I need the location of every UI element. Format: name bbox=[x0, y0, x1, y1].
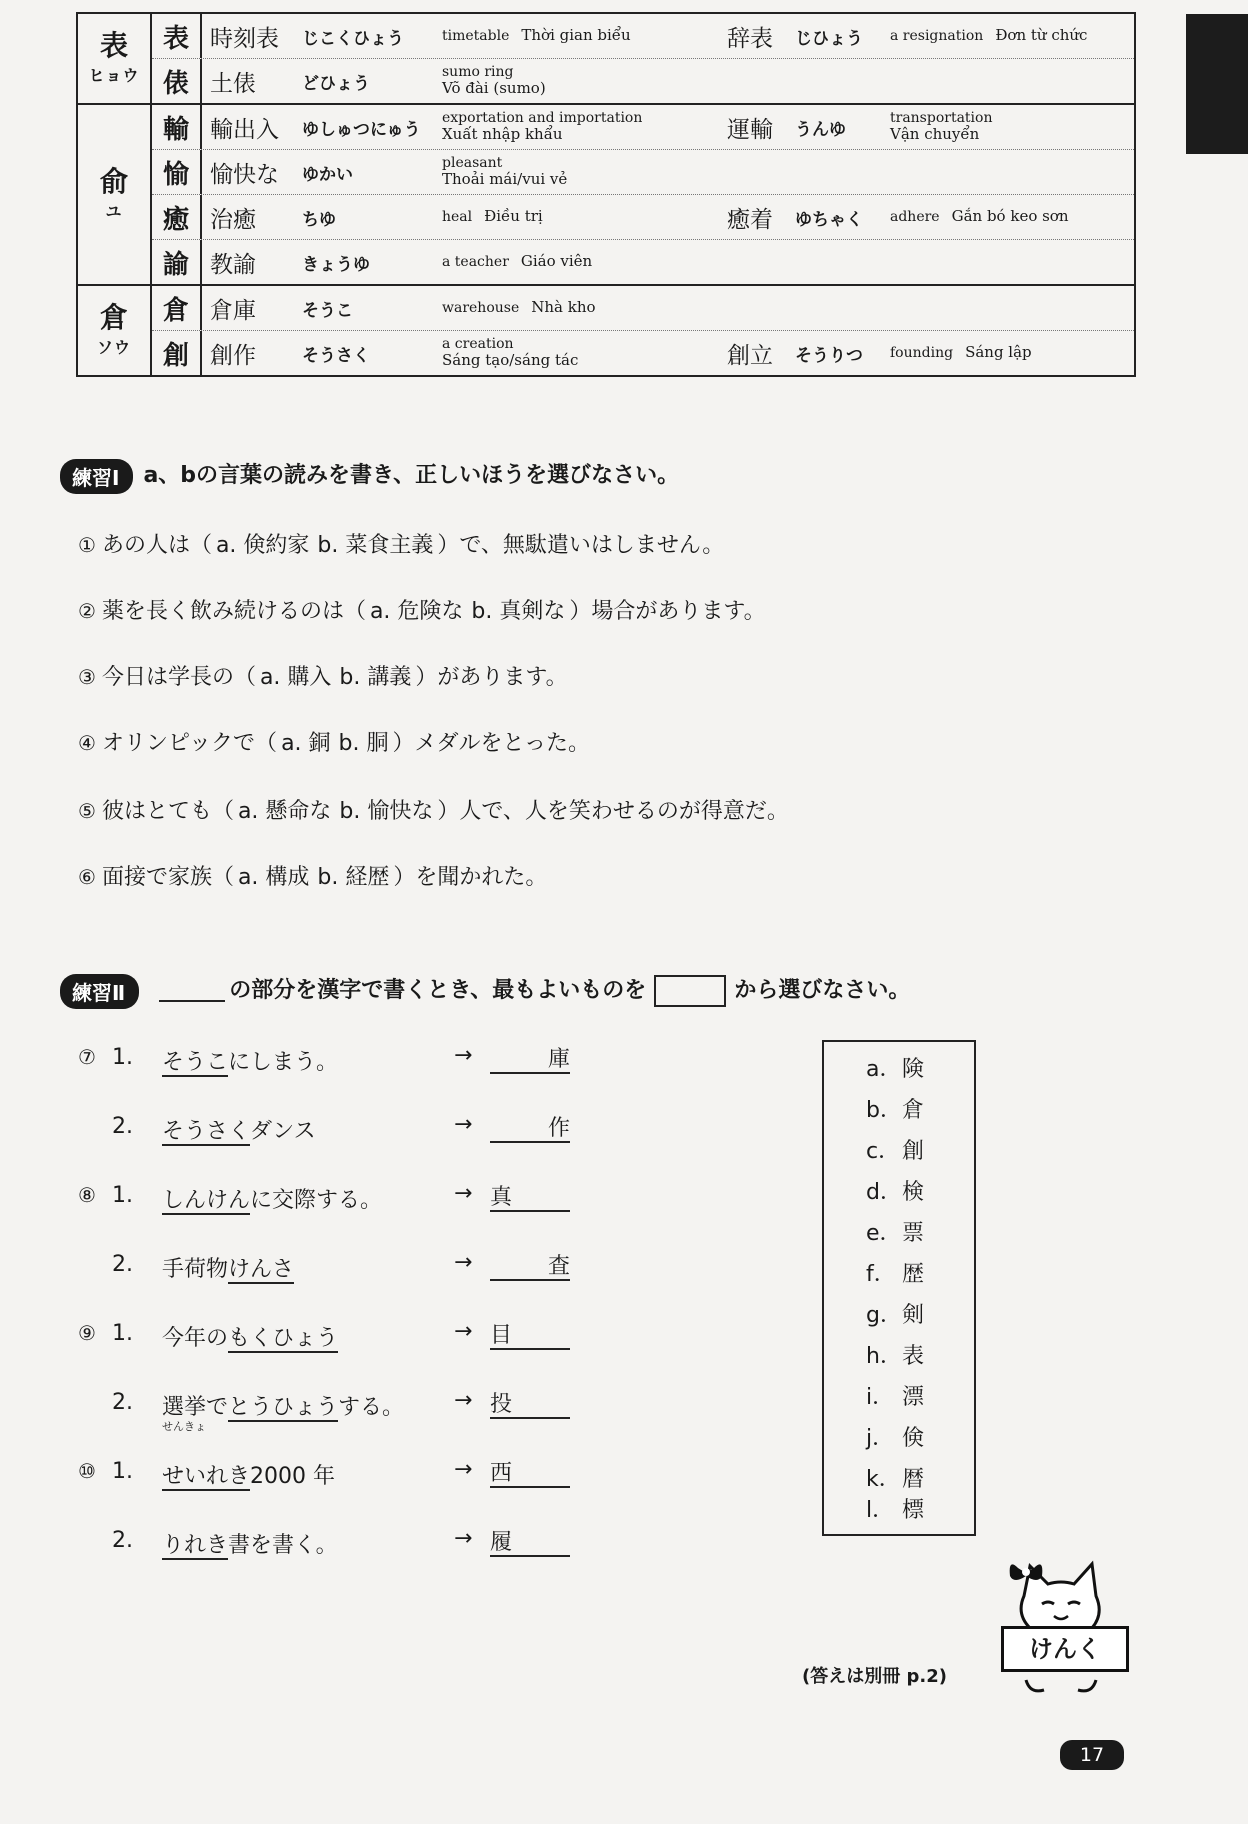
choice-item[interactable] bbox=[866, 1298, 924, 1329]
choice-letter: b． bbox=[866, 1098, 902, 1123]
mascot-sign bbox=[1001, 1626, 1129, 1672]
choice-letter: d． bbox=[866, 1180, 902, 1205]
choice-item[interactable] bbox=[866, 1421, 924, 1452]
english-meaning-2: founding bbox=[890, 345, 954, 362]
english-meaning-2: transportation bbox=[890, 109, 993, 126]
answer-blank[interactable]: 西 bbox=[490, 1456, 570, 1488]
vietnamese-meaning: Thoải mái/vui vẻ bbox=[442, 170, 568, 189]
question-text-end: ）があります。 bbox=[415, 665, 568, 690]
exercise1-question bbox=[78, 860, 547, 891]
choice-item[interactable] bbox=[866, 1462, 924, 1493]
question-text: あの人は（ bbox=[101, 533, 212, 558]
mascot-sign-text: けんく bbox=[1029, 1635, 1101, 1663]
choice-letter: g． bbox=[866, 1303, 902, 1328]
item-phrase bbox=[162, 1528, 338, 1559]
option-a[interactable]: a. 購入 bbox=[259, 665, 332, 690]
underlined-kana: しんけん bbox=[162, 1188, 251, 1213]
phrase-pre: 手荷物 bbox=[162, 1257, 229, 1282]
answer-blank[interactable]: 作 bbox=[490, 1111, 570, 1143]
phrase-rest: する。 bbox=[338, 1395, 405, 1420]
option-a[interactable]: a. 構成 bbox=[237, 865, 310, 890]
chapter-edge-tab bbox=[1186, 14, 1248, 154]
question-text-end: ）で、無駄遣いはしません。 bbox=[437, 533, 725, 558]
group-head bbox=[78, 105, 152, 284]
english-meaning: a teacher bbox=[442, 254, 509, 271]
answer-blank[interactable]: 履 bbox=[490, 1525, 570, 1557]
word: 教諭 bbox=[210, 251, 256, 278]
vietnamese-meaning: Nhà kho bbox=[531, 298, 596, 317]
underlined-kana: そうこ bbox=[162, 1050, 229, 1075]
option-a[interactable]: a. 銅 bbox=[281, 731, 331, 756]
cat-mascot-icon bbox=[996, 1548, 1126, 1698]
english-meaning: sumo ring bbox=[442, 63, 514, 80]
exercise2-instruction-1: の部分を漢字で書くとき、最もよいものを bbox=[229, 978, 647, 1003]
arrow-icon: → bbox=[454, 1457, 473, 1482]
phrase-rest: に交際する。 bbox=[250, 1188, 383, 1213]
item-phrase bbox=[162, 1459, 335, 1490]
question-text-end: ）を聞かれた。 bbox=[393, 865, 548, 890]
exercise2-heading bbox=[60, 973, 910, 1009]
word-reading: そうさく bbox=[302, 345, 370, 366]
arrow-icon: → bbox=[454, 1250, 473, 1275]
exercise1-question bbox=[78, 726, 590, 757]
choice-kanji: 倹 bbox=[902, 1426, 925, 1451]
choice-letter: f． bbox=[866, 1262, 896, 1287]
underlined-kana: もくひょう bbox=[228, 1326, 339, 1351]
choice-item[interactable] bbox=[866, 1380, 924, 1411]
vietnamese-meaning-2: Vận chuyển bbox=[890, 125, 980, 144]
question-number: ④ bbox=[78, 731, 96, 755]
row-kanji: 表 bbox=[152, 14, 202, 58]
question-text-end: ）場合があります。 bbox=[569, 599, 766, 624]
exercise1-heading bbox=[60, 458, 679, 494]
choice-kanji: 倉 bbox=[902, 1098, 925, 1123]
english-meaning-2: adhere bbox=[890, 209, 940, 226]
choice-letter: l． bbox=[866, 1498, 895, 1523]
vietnamese-meaning-2: Sáng lập bbox=[965, 343, 1032, 362]
vietnamese-meaning: Thời gian biểu bbox=[521, 26, 631, 45]
word: 愉快な bbox=[210, 161, 279, 188]
choice-letter: k． bbox=[866, 1467, 901, 1492]
vocab-row bbox=[152, 105, 1134, 149]
sub-number: 2. bbox=[112, 1114, 133, 1139]
question-number: ② bbox=[78, 599, 96, 623]
phrase-rest: にしまう。 bbox=[228, 1050, 339, 1075]
underlined-kana: けんさ bbox=[228, 1257, 295, 1282]
answer-blank[interactable]: 査 bbox=[490, 1249, 570, 1281]
option-a[interactable]: a. 懸命な bbox=[237, 799, 332, 824]
choice-kanji: 険 bbox=[902, 1057, 925, 1082]
item-number: ⑦ bbox=[78, 1045, 96, 1069]
choice-kanji: 表 bbox=[902, 1344, 925, 1369]
question-number: ⑥ bbox=[78, 865, 96, 889]
sub-number: 2. bbox=[112, 1528, 133, 1553]
exercise1-question bbox=[78, 660, 568, 691]
row-kanji: 倉 bbox=[152, 286, 202, 330]
arrow-icon: → bbox=[454, 1043, 473, 1068]
choice-item[interactable] bbox=[866, 1175, 924, 1206]
group-reading: ユ bbox=[105, 202, 123, 222]
choice-kanji: 歴 bbox=[902, 1262, 925, 1287]
question-text: 今日は学長の（ bbox=[101, 665, 256, 690]
row-kanji: 愉 bbox=[152, 150, 202, 194]
underline-sample bbox=[159, 980, 225, 1002]
phrase-pre: 今年の bbox=[162, 1326, 229, 1351]
english-meaning: a creation bbox=[442, 335, 514, 352]
vocab-group-yu bbox=[78, 103, 1134, 284]
option-a[interactable]: a. 倹約家 bbox=[215, 533, 310, 558]
word2: 癒着 bbox=[727, 206, 773, 233]
row-kanji: 癒 bbox=[152, 195, 202, 239]
option-a[interactable]: a. 危険な bbox=[369, 599, 464, 624]
choice-item[interactable] bbox=[866, 1052, 924, 1083]
english-meaning: heal bbox=[442, 209, 473, 226]
page-number: 17 bbox=[1060, 1740, 1124, 1770]
word2-reading: ゆちゃく bbox=[795, 209, 863, 230]
word: 時刻表 bbox=[210, 25, 279, 52]
choice-letter: j． bbox=[866, 1426, 895, 1451]
item-number: ⑧ bbox=[78, 1183, 96, 1207]
choice-item[interactable] bbox=[866, 1134, 924, 1165]
choice-letter: i． bbox=[866, 1385, 895, 1410]
option-b[interactable]: b. 真剣な bbox=[471, 599, 566, 624]
vietnamese-meaning-2: Đơn từ chức bbox=[995, 26, 1088, 45]
vocab-group-sou bbox=[78, 284, 1134, 375]
english-meaning: warehouse bbox=[442, 300, 520, 317]
vietnamese-meaning: Sáng tạo/sáng tác bbox=[442, 351, 579, 370]
choice-item[interactable] bbox=[866, 1257, 924, 1288]
item-phrase bbox=[162, 1252, 294, 1283]
word-reading: ちゆ bbox=[302, 209, 336, 230]
sub-number: 1. bbox=[112, 1183, 133, 1208]
word-reading: ゆかい bbox=[302, 164, 353, 185]
item-phrase bbox=[162, 1390, 404, 1421]
word2: 辞表 bbox=[727, 25, 773, 52]
exercise1-instruction: a、bの言葉の読みを書き、正しいほうを選びなさい。 bbox=[143, 463, 680, 488]
vietnamese-meaning: Võ đài (sumo) bbox=[442, 79, 546, 98]
vocab-row bbox=[152, 149, 1134, 194]
item-phrase bbox=[162, 1183, 382, 1214]
arrow-icon: → bbox=[454, 1181, 473, 1206]
furigana: せんきょ bbox=[162, 1420, 206, 1433]
vocab-row bbox=[152, 58, 1134, 103]
item-phrase bbox=[162, 1045, 338, 1076]
choice-letter: e． bbox=[866, 1221, 902, 1246]
item-phrase bbox=[162, 1321, 338, 1352]
choice-kanji: 票 bbox=[902, 1221, 925, 1246]
vocab-row bbox=[152, 330, 1134, 375]
choice-letter: a． bbox=[866, 1057, 902, 1082]
vocab-row bbox=[152, 194, 1134, 239]
kanji-choices-box bbox=[822, 1040, 976, 1536]
vocab-row bbox=[152, 286, 1134, 330]
question-number: ① bbox=[78, 533, 96, 557]
exercise2-badge: 練習Ⅱ bbox=[60, 974, 139, 1009]
group-head bbox=[78, 14, 152, 103]
question-text: 彼はとても（ bbox=[101, 799, 234, 824]
choice-letter: c． bbox=[866, 1139, 901, 1164]
vocab-row bbox=[152, 239, 1134, 284]
english-meaning: pleasant bbox=[442, 154, 503, 171]
word-reading: じこくひょう bbox=[302, 28, 404, 49]
exercise1-question bbox=[78, 794, 789, 825]
underlined-kana: そうさく bbox=[162, 1119, 251, 1144]
choice-kanji: 漂 bbox=[902, 1385, 925, 1410]
answer-blank[interactable]: 投 bbox=[490, 1387, 570, 1419]
phrase-rest: 書を書く。 bbox=[228, 1533, 338, 1558]
underlined-kana: りれき bbox=[162, 1533, 229, 1558]
word2-reading: うんゆ bbox=[795, 119, 846, 140]
word2-reading: じひょう bbox=[795, 28, 863, 49]
vietnamese-meaning: Xuất nhập khẩu bbox=[442, 125, 563, 144]
choice-item[interactable] bbox=[866, 1093, 924, 1124]
word: 創作 bbox=[210, 342, 256, 369]
exercise1-question bbox=[78, 594, 766, 625]
question-number: ③ bbox=[78, 665, 96, 689]
underlined-kana: せいれき bbox=[162, 1464, 251, 1489]
exercise2-instruction-2: から選びなさい。 bbox=[734, 978, 911, 1003]
question-text: オリンピックで（ bbox=[101, 731, 278, 756]
answer-blank[interactable]: 真 bbox=[490, 1180, 570, 1212]
word-reading: ゆしゅつにゅう bbox=[302, 119, 421, 140]
answer-blank[interactable]: 目 bbox=[490, 1318, 570, 1350]
choice-kanji: 暦 bbox=[902, 1467, 925, 1492]
vietnamese-meaning: Điều trị bbox=[484, 207, 543, 226]
choice-kanji: 検 bbox=[902, 1180, 925, 1205]
option-b[interactable]: b. 胴 bbox=[338, 731, 389, 756]
sub-number: 2. bbox=[112, 1390, 133, 1415]
arrow-icon: → bbox=[454, 1388, 473, 1413]
phrase-pre: 選挙で bbox=[162, 1395, 229, 1420]
word2: 運輸 bbox=[727, 116, 773, 143]
word-reading: きょうゆ bbox=[302, 254, 370, 275]
row-kanji: 輸 bbox=[152, 105, 202, 149]
option-b[interactable]: b. 愉快な bbox=[339, 799, 434, 824]
vocab-group-hyou bbox=[78, 14, 1134, 103]
row-kanji: 俵 bbox=[152, 59, 202, 103]
option-b[interactable]: b. 講義 bbox=[339, 665, 412, 690]
option-b[interactable]: b. 経歴 bbox=[317, 865, 390, 890]
row-kanji: 創 bbox=[152, 331, 202, 375]
arrow-icon: → bbox=[454, 1112, 473, 1137]
group-reading: ヒョウ bbox=[88, 66, 140, 86]
box-sample bbox=[654, 975, 726, 1007]
vietnamese-meaning: Giáo viên bbox=[520, 252, 593, 271]
choice-item[interactable] bbox=[866, 1339, 924, 1370]
question-text: 面接で家族（ bbox=[101, 865, 234, 890]
phrase-rest: 2000 年 bbox=[250, 1464, 335, 1489]
vocabulary-table bbox=[76, 12, 1136, 377]
choice-kanji: 創 bbox=[902, 1139, 925, 1164]
group-kanji: 表 bbox=[99, 28, 128, 62]
item-phrase bbox=[162, 1114, 316, 1145]
word-reading: どひょう bbox=[302, 73, 370, 94]
word2: 創立 bbox=[727, 342, 773, 369]
exercise1-question bbox=[78, 528, 724, 559]
option-b[interactable]: b. 菜食主義 bbox=[317, 533, 434, 558]
word2-reading: そうりつ bbox=[795, 345, 863, 366]
word: 倉庫 bbox=[210, 297, 256, 324]
underlined-kana: とうひょう bbox=[228, 1395, 339, 1420]
sub-number: 1. bbox=[112, 1459, 133, 1484]
row-kanji: 諭 bbox=[152, 240, 202, 284]
choice-letter: h． bbox=[866, 1344, 902, 1369]
group-head bbox=[78, 286, 152, 375]
group-kanji: 俞 bbox=[99, 164, 128, 198]
group-kanji: 倉 bbox=[99, 300, 128, 334]
choice-item[interactable] bbox=[866, 1493, 924, 1524]
arrow-icon: → bbox=[454, 1319, 473, 1344]
english-meaning-2: a resignation bbox=[890, 28, 984, 45]
group-reading: ソウ bbox=[96, 338, 131, 358]
answers-note: (答えは別冊 p.2) bbox=[802, 1666, 947, 1687]
english-meaning: exportation and importation bbox=[442, 109, 643, 126]
exercise1-badge: 練習Ⅰ bbox=[60, 459, 133, 494]
question-text-end: ）メダルをとった。 bbox=[392, 731, 591, 756]
word: 輸出入 bbox=[210, 116, 279, 143]
arrow-icon: → bbox=[454, 1526, 473, 1551]
question-text-end: ）人で、人を笑わせるのが得意だ。 bbox=[437, 799, 789, 824]
answer-blank[interactable]: 庫 bbox=[490, 1042, 570, 1074]
word: 土俵 bbox=[210, 70, 256, 97]
item-number: ⑩ bbox=[78, 1459, 96, 1483]
vietnamese-meaning-2: Gắn bó keo sơn bbox=[951, 207, 1069, 226]
question-number: ⑤ bbox=[78, 799, 96, 823]
word: 治癒 bbox=[210, 206, 256, 233]
word-reading: そうこ bbox=[302, 300, 353, 321]
vocab-row bbox=[152, 14, 1134, 58]
phrase-rest: ダンス bbox=[250, 1119, 316, 1144]
question-text: 薬を長く飲み続けるのは（ bbox=[101, 599, 366, 624]
sub-number: 1. bbox=[112, 1321, 133, 1346]
item-number: ⑨ bbox=[78, 1321, 96, 1345]
sub-number: 2. bbox=[112, 1252, 133, 1277]
choice-item[interactable] bbox=[866, 1216, 924, 1247]
sub-number: 1. bbox=[112, 1045, 133, 1070]
english-meaning: timetable bbox=[442, 28, 510, 45]
choice-kanji: 標 bbox=[902, 1498, 925, 1523]
choice-kanji: 剣 bbox=[902, 1303, 925, 1328]
